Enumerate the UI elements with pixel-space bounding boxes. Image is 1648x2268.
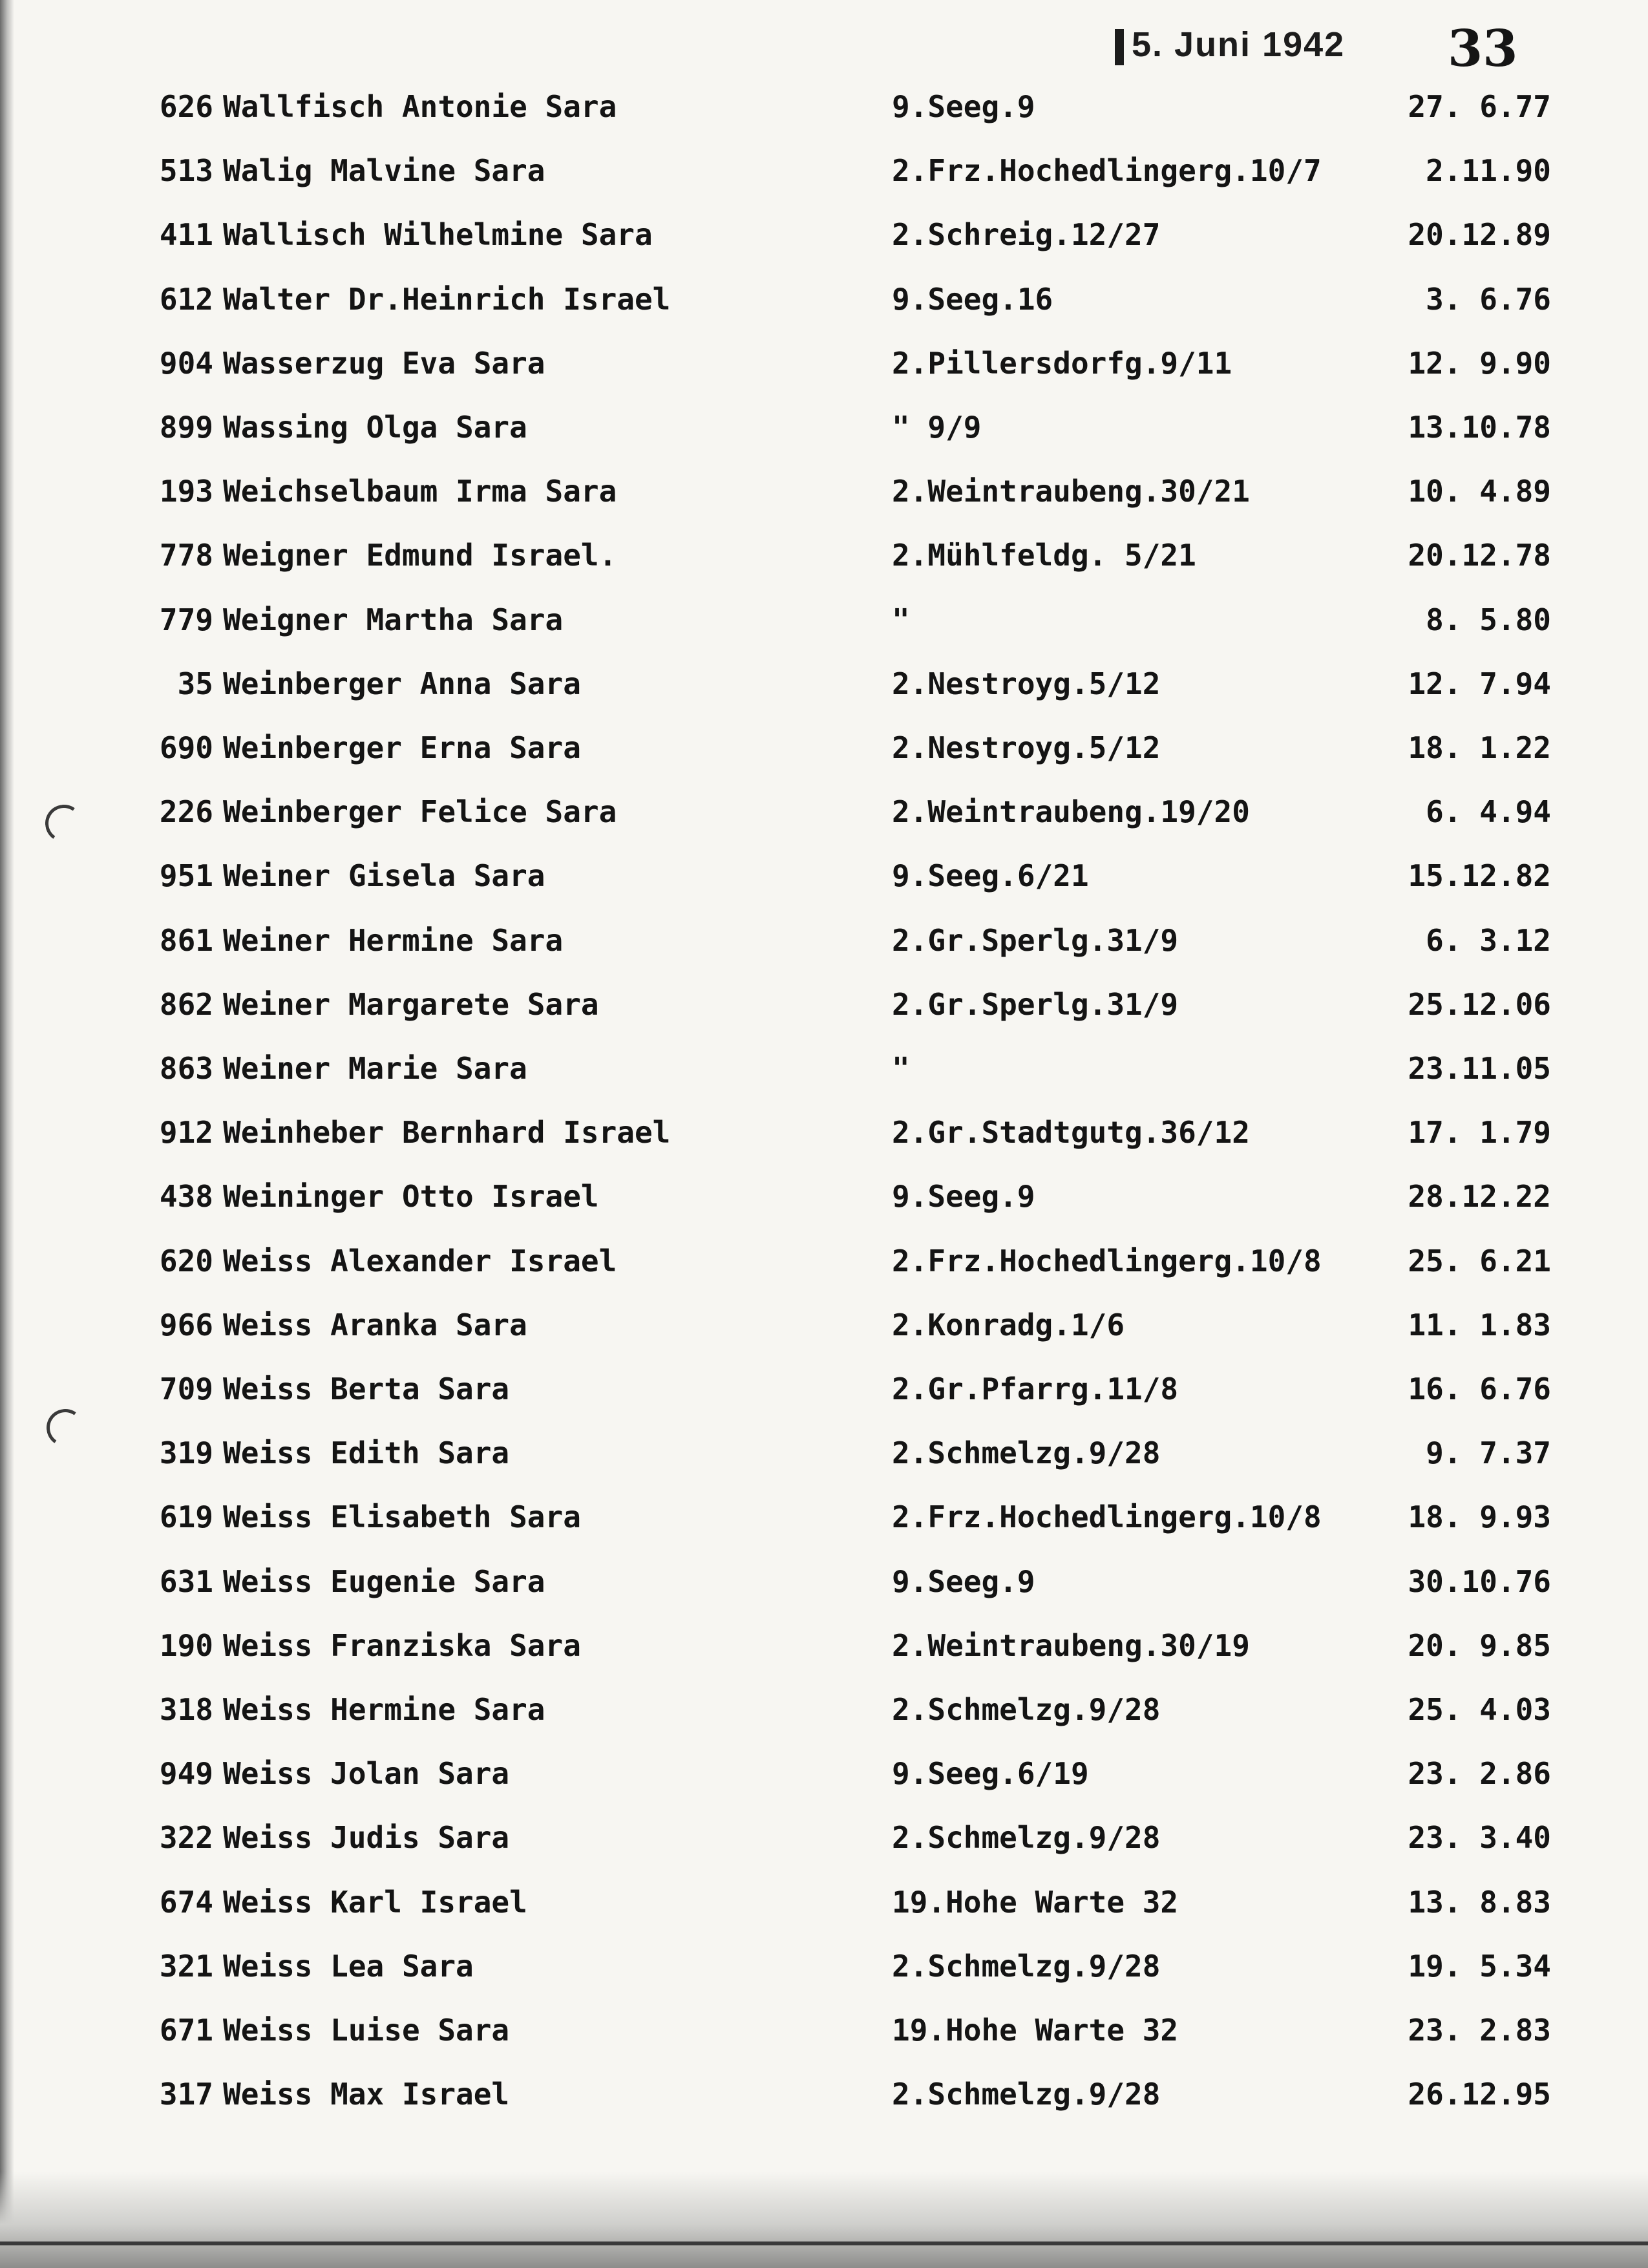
- entry-number: 319: [159, 1436, 213, 1470]
- entry-number: 690: [159, 730, 213, 765]
- table-row: [0, 1556, 1648, 1607]
- table-row: [0, 594, 1648, 646]
- entry-address: 9.Seeg.9: [892, 1564, 1035, 1599]
- entry-number: 951: [159, 858, 213, 893]
- entry-name: Walig Malvine Sara: [223, 153, 545, 188]
- entry-address: 2.Schmelzg.9/28: [892, 1436, 1161, 1470]
- entry-name: Weinberger Felice Sara: [223, 794, 617, 829]
- entry-number: 438: [159, 1179, 213, 1214]
- stamp-date: 5. Juni 1942: [1132, 25, 1346, 64]
- entry-birthdate: 12. 9.90: [1408, 346, 1551, 381]
- entry-birthdate: 15.12.82: [1408, 858, 1551, 893]
- entry-name: Weiss Berta Sara: [223, 1372, 510, 1406]
- entry-address: 2.Schmelzg.9/28: [892, 2077, 1161, 2112]
- table-row: [0, 1043, 1648, 1094]
- entry-number: 35: [177, 666, 213, 701]
- table-row: [0, 529, 1648, 581]
- entry-number: 863: [159, 1051, 213, 1086]
- entry-name: Weinberger Erna Sara: [223, 730, 581, 765]
- entry-birthdate: 2.11.90: [1426, 153, 1551, 188]
- entry-birthdate: 18. 9.93: [1408, 1500, 1551, 1534]
- entry-birthdate: 13.10.78: [1408, 410, 1551, 445]
- entry-birthdate: 25. 4.03: [1408, 1692, 1551, 1727]
- entry-address: 2.Nestroyg.5/12: [892, 730, 1161, 765]
- entry-birthdate: 18. 1.22: [1408, 730, 1551, 765]
- entry-birthdate: 30.10.76: [1408, 1564, 1551, 1599]
- entry-name: Weigner Martha Sara: [223, 602, 564, 637]
- entry-name: Weiss Alexander Israel: [223, 1244, 617, 1278]
- table-row: [0, 81, 1648, 132]
- entry-number: 626: [159, 89, 213, 124]
- entry-name: Walter Dr.Heinrich Israel: [223, 282, 671, 317]
- table-row: [0, 1363, 1648, 1415]
- table-row: [0, 1299, 1648, 1351]
- entry-number: 226: [159, 794, 213, 829]
- entry-address: 2.Weintraubeng.19/20: [892, 794, 1250, 829]
- entry-address: 2.Konradg.1/6: [892, 1308, 1125, 1342]
- entry-number: 322: [159, 1820, 213, 1855]
- entry-birthdate: 17. 1.79: [1408, 1115, 1551, 1150]
- entry-name: Weiss Aranka Sara: [223, 1308, 527, 1342]
- entry-number: 904: [159, 346, 213, 381]
- entry-address: 2.Frz.Hochedlingerg.10/8: [892, 1500, 1322, 1534]
- entry-name: Wallfisch Antonie Sara: [223, 89, 617, 124]
- entry-address: 2.Frz.Hochedlingerg.10/7: [892, 153, 1322, 188]
- entry-address: 2.Nestroyg.5/12: [892, 666, 1161, 701]
- entry-name: Weiss Luise Sara: [223, 2013, 510, 2048]
- table-row: [0, 1491, 1648, 1543]
- entry-birthdate: 6. 4.94: [1426, 794, 1551, 829]
- table-row: [0, 658, 1648, 710]
- scan-edge-bottom: [0, 2172, 1648, 2268]
- entry-name: Weiss Eugenie Sara: [223, 1564, 545, 1599]
- entry-number: 513: [159, 153, 213, 188]
- table-row: [0, 273, 1648, 325]
- date-stamp: [1115, 25, 1345, 65]
- entry-number: 709: [159, 1372, 213, 1406]
- entry-birthdate: 6. 3.12: [1426, 923, 1551, 958]
- table-row: [0, 722, 1648, 774]
- entry-name: Weiss Karl Israel: [223, 1885, 527, 1920]
- entry-birthdate: 26.12.95: [1408, 2077, 1551, 2112]
- table-row: [0, 1748, 1648, 1799]
- entry-number: 612: [159, 282, 213, 317]
- entry-address: 2.Gr.Sperlg.31/9: [892, 987, 1179, 1022]
- entry-birthdate: 10. 4.89: [1408, 474, 1551, 509]
- entry-birthdate: 20.12.89: [1408, 217, 1551, 252]
- table-row: [0, 337, 1648, 389]
- entry-name: Weinheber Bernhard Israel: [223, 1115, 671, 1150]
- table-row: [0, 1235, 1648, 1287]
- entry-name: Weiss Jolan Sara: [223, 1756, 510, 1791]
- scan-edge-line: [0, 2242, 1648, 2245]
- table-row: [0, 786, 1648, 838]
- entry-birthdate: 23. 2.83: [1408, 2013, 1551, 2048]
- table-row: [0, 1812, 1648, 1863]
- entry-number: 861: [159, 923, 213, 958]
- entry-name: Weiner Marie Sara: [223, 1051, 527, 1086]
- table-row: [0, 1620, 1648, 1671]
- entry-number: 949: [159, 1756, 213, 1791]
- entry-number: 318: [159, 1692, 213, 1727]
- entry-address: 19.Hohe Warte 32: [892, 1885, 1179, 1920]
- entry-number: 321: [159, 1949, 213, 1984]
- entry-address: 2.Schreig.12/27: [892, 217, 1161, 252]
- entry-number: 671: [159, 2013, 213, 2048]
- entry-name: Weiner Margarete Sara: [223, 987, 599, 1022]
- entry-address: 2.Gr.Stadtgutg.36/12: [892, 1115, 1250, 1150]
- entry-name: Weiss Judis Sara: [223, 1820, 510, 1855]
- entry-number: 674: [159, 1885, 213, 1920]
- entry-number: 619: [159, 1500, 213, 1534]
- table-row: [0, 465, 1648, 517]
- table-row: [0, 1940, 1648, 1992]
- table-row: [0, 850, 1648, 902]
- entry-name: Weiss Hermine Sara: [223, 1692, 545, 1727]
- entry-address: 2.Schmelzg.9/28: [892, 1949, 1161, 1984]
- entry-number: 317: [159, 2077, 213, 2112]
- entry-name: Weininger Otto Israel: [223, 1179, 599, 1214]
- entry-birthdate: 9. 7.37: [1426, 1436, 1551, 1470]
- entry-birthdate: 25. 6.21: [1408, 1244, 1551, 1278]
- entry-name: Weinberger Anna Sara: [223, 666, 581, 701]
- entry-address: 2.Weintraubeng.30/19: [892, 1628, 1250, 1663]
- entry-address: 2.Weintraubeng.30/21: [892, 474, 1250, 509]
- table-row: [0, 2004, 1648, 2056]
- entry-birthdate: 27. 6.77: [1408, 89, 1551, 124]
- entry-birthdate: 23.11.05: [1408, 1051, 1551, 1086]
- entry-address: 9.Seeg.9: [892, 89, 1035, 124]
- entry-address: 2.Schmelzg.9/28: [892, 1820, 1161, 1855]
- entry-number: 411: [159, 217, 213, 252]
- entry-birthdate: 28.12.22: [1408, 1179, 1551, 1214]
- entry-number: 193: [159, 474, 213, 509]
- table-row: [0, 979, 1648, 1030]
- entry-birthdate: 25.12.06: [1408, 987, 1551, 1022]
- entry-address: ": [892, 602, 910, 637]
- table-row: [0, 1171, 1648, 1222]
- entry-number: 966: [159, 1308, 213, 1342]
- entry-address: " 9/9: [892, 410, 982, 445]
- entry-name: Weiss Franziska Sara: [223, 1628, 581, 1663]
- entry-name: Wasserzug Eva Sara: [223, 346, 545, 381]
- entry-name: Weigner Edmund Israel.: [223, 538, 617, 573]
- entry-birthdate: 8. 5.80: [1426, 602, 1551, 637]
- table-row: [0, 145, 1648, 196]
- entry-name: Weiss Elisabeth Sara: [223, 1500, 581, 1534]
- entry-address: 2.Gr.Pfarrg.11/8: [892, 1372, 1179, 1406]
- entry-address: ": [892, 1051, 910, 1086]
- entry-birthdate: 13. 8.83: [1408, 1885, 1551, 1920]
- table-row: [0, 401, 1648, 453]
- entry-name: Weiss Lea Sara: [223, 1949, 474, 1984]
- entry-address: 2.Mühlfeldg. 5/21: [892, 538, 1196, 573]
- entry-name: Weiner Gisela Sara: [223, 858, 545, 893]
- entry-address: 2.Pillersdorfg.9/11: [892, 346, 1232, 381]
- table-row: [0, 1107, 1648, 1158]
- entry-name: Weiss Edith Sara: [223, 1436, 510, 1470]
- entry-address: 9.Seeg.6/19: [892, 1756, 1089, 1791]
- entry-number: 620: [159, 1244, 213, 1278]
- page-number: 33: [1448, 19, 1518, 78]
- entry-birthdate: 3. 6.76: [1426, 282, 1551, 317]
- table-row: [0, 209, 1648, 260]
- entry-birthdate: 19. 5.34: [1408, 1949, 1551, 1984]
- entry-address: 2.Schmelzg.9/28: [892, 1692, 1161, 1727]
- entry-name: Weichselbaum Irma Sara: [223, 474, 617, 509]
- entry-number: 912: [159, 1115, 213, 1150]
- entry-number: 862: [159, 987, 213, 1022]
- table-row: [0, 1684, 1648, 1735]
- entry-name: Weiner Hermine Sara: [223, 923, 564, 958]
- entry-birthdate: 16. 6.76: [1408, 1372, 1551, 1406]
- stamp-bar-icon: [1115, 29, 1124, 65]
- entry-birthdate: 20.12.78: [1408, 538, 1551, 573]
- entry-address: 9.Seeg.9: [892, 1179, 1035, 1214]
- table-row: [0, 1876, 1648, 1928]
- entry-address: 9.Seeg.6/21: [892, 858, 1089, 893]
- entry-address: 19.Hohe Warte 32: [892, 2013, 1179, 2048]
- entry-birthdate: 11. 1.83: [1408, 1308, 1551, 1342]
- entry-birthdate: 12. 7.94: [1408, 666, 1551, 701]
- entry-address: 2.Frz.Hochedlingerg.10/8: [892, 1244, 1322, 1278]
- entry-birthdate: 23. 2.86: [1408, 1756, 1551, 1791]
- entry-birthdate: 23. 3.40: [1408, 1820, 1551, 1855]
- entry-number: 778: [159, 538, 213, 573]
- entry-number: 190: [159, 1628, 213, 1663]
- entry-address: 2.Gr.Sperlg.31/9: [892, 923, 1179, 958]
- table-row: [0, 915, 1648, 966]
- entry-address: 9.Seeg.16: [892, 282, 1053, 317]
- entry-number: 779: [159, 602, 213, 637]
- entry-birthdate: 20. 9.85: [1408, 1628, 1551, 1663]
- entry-number: 899: [159, 410, 213, 445]
- entry-name: Wallisch Wilhelmine Sara: [223, 217, 653, 252]
- table-row: [0, 2068, 1648, 2120]
- entry-name: Weiss Max Israel: [223, 2077, 510, 2112]
- table-row: [0, 1427, 1648, 1479]
- entry-name: Wassing Olga Sara: [223, 410, 527, 445]
- entry-number: 631: [159, 1564, 213, 1599]
